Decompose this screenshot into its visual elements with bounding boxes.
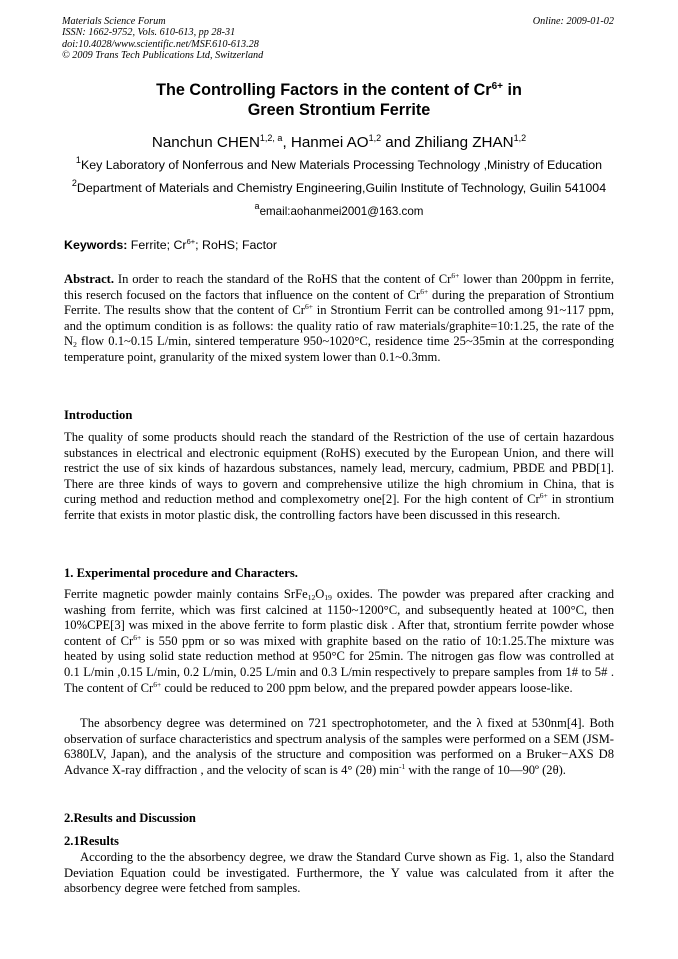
abstract-sup-1: 6+: [451, 271, 460, 280]
abstract-text-1: In order to reach the standard of the RoHS that the content of Cr: [114, 272, 452, 286]
s1p1-text-4: is 550 ppm or so was mixed with graphite based on the ratio of 10:1.25.The mixture was heated by using solid state reduction method at 950°C for 25min. The nitrogen gas flow was controlled at 0.1 L/min ,0.15 L/min, 0.2 L/min, 0.25 L/min and 0.3 L/min respectively to prepare samples from 1# to 5# . The content of Cr: [64, 633, 614, 695]
author-1-affil: 1,2, a: [259, 133, 283, 143]
section-1-heading: 1. Experimental procedure and Characters.: [64, 566, 298, 580]
intro-sup-1: 6+: [539, 491, 548, 501]
abstract-sup-2: 6+: [420, 286, 429, 296]
title-text-1: The Controlling Factors in the content of Cr: [156, 81, 492, 99]
s1p1-text-5: could be reduced to 200 ppm below, and the prepared powder appears loose-like.: [161, 680, 573, 695]
keywords: [64, 238, 614, 253]
affiliation-2-text: Department of Materials and Chemistry Engineering,Guilin Institute of Technology, Guilin 541004: [76, 181, 607, 195]
s1p1-sub-2: 19: [324, 593, 332, 602]
introduction-paragraph: [64, 430, 614, 524]
s1p2-text-2: with the range of 10—90º (2θ).: [405, 762, 566, 777]
section-1-paragraph-1: [64, 587, 614, 696]
affiliation-1-mark: 1: [75, 155, 81, 165]
s1p2-sup-1: -1: [399, 761, 406, 771]
paper-title: [64, 80, 614, 120]
section-2-1-heading: 2.1Results: [64, 834, 119, 848]
email-mark: a: [254, 201, 260, 211]
author-2-affil: 1,2: [368, 133, 382, 143]
author-list: [64, 134, 614, 152]
online-date: Online: 2009-01-02: [532, 16, 614, 27]
s1p1-sub-1: 12: [307, 593, 316, 602]
affiliation-2-mark: 2: [71, 178, 77, 188]
affiliation-1-text: Key Laboratory of Nonferrous and New Materials Processing Technology ,Ministry of Education: [80, 158, 603, 172]
journal-name: Materials Science Forum: [62, 16, 166, 27]
introduction-heading: Introduction: [64, 408, 133, 422]
s1p2-text-1: The absorbency degree was determined on 721 spectrophotometer, and the λ fixed at 530nm[4]. Both observation of surface characteristics and spectrum analysis of the samples were performed on a SEM (JSM-6380LV, Japan), and the analysis of the structure and composition was performed on a Bruker−AXS D8 Advance X-ray diffraction , and the velocity of scan is 4° (2θ) min: [64, 716, 614, 777]
s1p1-text-2: O: [315, 587, 325, 601]
keywords-label: Keywords:: [64, 238, 128, 252]
abstract-text-5: flow 0.1~0.15 L/min, sintered temperature 950~1020°C, residence time 25~35min at the corresponding temperature point, granularity of the mixed system lower than 0.1~0.3mm.: [64, 334, 614, 364]
abstract-sup-3: 6+: [304, 302, 313, 312]
author-2: , Hanmei AO: [282, 134, 369, 151]
s1p1-text-3: oxides. The powder was prepared after cracking and washing from ferrite, which was first calcined at 1150~1200°C, and subsequently heated at 100°C, then 10%CPE[3] was mixed in the above ferrite to form plastic disk . After that, strontium ferrite powder whose content of Cr: [64, 587, 614, 648]
keywords-superscript: 6+: [186, 237, 196, 246]
journal-header: [62, 16, 614, 61]
abstract-label: Abstract.: [64, 272, 115, 286]
title-superscript: 6+: [491, 81, 503, 92]
s1p1-sup-1: 6+: [133, 632, 142, 642]
keywords-text-2: ; RoHS; Factor: [195, 238, 278, 252]
abstract-text-2: lower than 200ppm in ferrite, this reserch focused on the factors that influence on the content of Cr: [64, 272, 614, 302]
doi-line: doi:10.4028/www.scientific.net/MSF.610-613.28: [62, 38, 259, 50]
email-address: email:aohanmei2001@163.com: [259, 205, 424, 218]
copyright-line: © 2009 Trans Tech Publications Ltd, Switzerland: [62, 49, 264, 61]
abstract-sub-1: 2: [73, 340, 77, 350]
author-1: Nanchun CHEN: [151, 134, 260, 151]
abstract-paragraph: [64, 272, 614, 366]
affiliation-1: [64, 155, 614, 173]
section-1-paragraph-2: [64, 716, 614, 778]
issn-line: ISSN: 1662-9752, Vols. 610-613, pp 28-31: [62, 27, 236, 39]
title-line-2: Green Strontium Ferrite: [247, 101, 431, 119]
author-3: and Zhiliang ZHAN: [381, 134, 514, 151]
section-2-1-paragraph: According to the the absorbency degree, we draw the Standard Curve shown as Fig. 1, also the Standard Deviation Equation could be investigated. Furthermore, the Y value was calculated from it after the absorbency degree were fetched from samples.: [64, 850, 614, 896]
intro-text-2: in strontium ferrite that exists in motor plastic disk, the controlling factors have been discussed in this research.: [64, 492, 615, 522]
email-line: [64, 201, 614, 219]
abstract-text-3: during the preparation of Strontium Ferrite. The results show that the content of Cr: [64, 287, 614, 318]
author-3-affil: 1,2: [513, 133, 527, 143]
section-2-heading: 2.Results and Discussion: [64, 811, 196, 825]
s1p1-text-1: Ferrite magnetic powder mainly contains SrFe: [64, 587, 308, 601]
intro-text-1: The quality of some products should reach the standard of the Restriction of the use of certain hazardous substances in electrical and electronic equipment (RoHS) executed by the European Union, and there will restrict the use of six kinds of hazardous substances, namely lead, mercury, cadmium, PBDE and PBD[1]. There are three kinds of ways to govern and comprehensive utilize the high chromium in China, that is curing method and reduction method and complexometry one[2]. For the high content of Cr: [64, 430, 614, 507]
title-text-2: in: [502, 81, 522, 99]
keywords-text-1: Ferrite; Cr: [127, 238, 187, 252]
abstract-text-4: in Strontium Ferrit can be controlled among 91~117 ppm, and the optimum condition is as follows: the quality ratio of raw materials/graphite=10:1.25, the rate of the N: [64, 303, 614, 349]
affiliation-2: [64, 178, 614, 196]
s1p1-sup-2: 6+: [153, 679, 162, 689]
